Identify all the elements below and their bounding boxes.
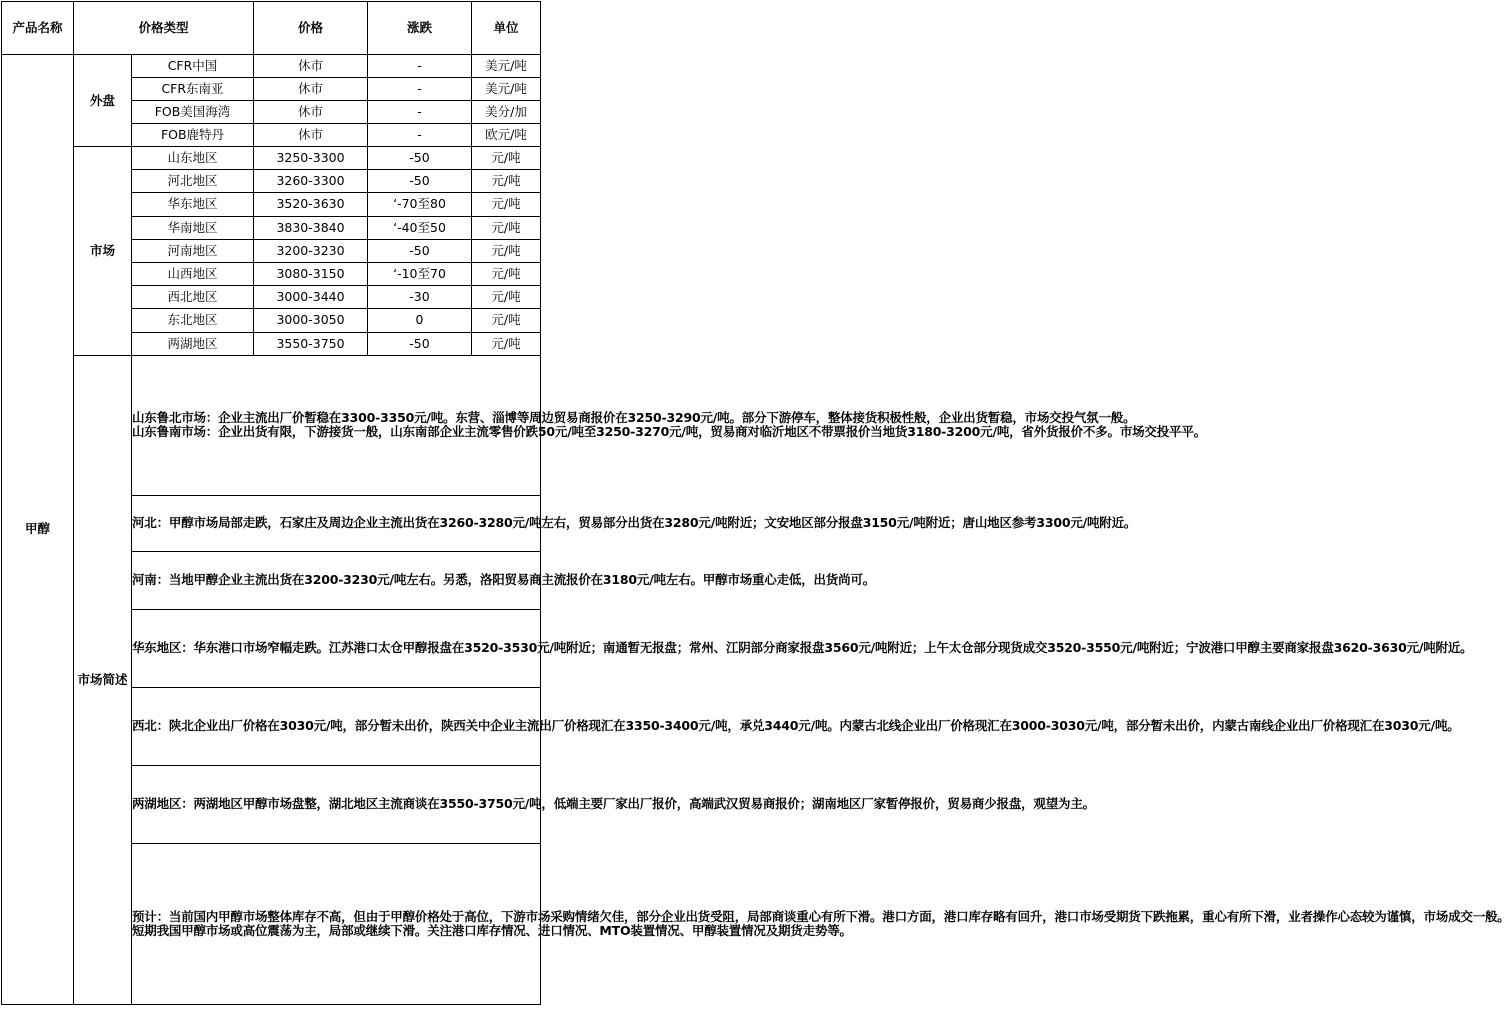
price-cell: 3830-3840: [254, 216, 368, 239]
change-cell: -50: [368, 332, 472, 355]
description-shandong-lubei: 山东鲁北市场：企业主流出厂价暂稳在3300-3350元/吨。东营、淄博等周边贸易商报价在3250-3290元/吨。部分下游停车，整体接货积极性般，企业出货暂稳，市场交投气氛一般。: [132, 410, 1136, 426]
description-lianghu: 两湖地区：两湖地区甲醇市场盘整，湖北地区主流商谈在3550-3750元/吨，低端主要厂家出厂报价，高端武汉贸易商报价；湖南地区厂家暂停报价，贸易商少报盘，观望为主。: [132, 765, 541, 843]
description-forecast: [132, 843, 1510, 1004]
unit-cell: 元/吨: [472, 147, 541, 170]
header-change: 涨跌: [368, 2, 472, 55]
unit-cell: 元/吨: [472, 193, 541, 216]
unit-cell: 美元/吨: [472, 78, 541, 101]
price-type-cell: 河南地区: [132, 239, 254, 262]
price-cell: 3000-3050: [254, 309, 368, 332]
price-cell: 3200-3230: [254, 239, 368, 262]
header-price-type: 价格类型: [74, 2, 254, 55]
description-row: [2, 355, 541, 495]
price-cell: 3250-3300: [254, 147, 368, 170]
change-cell: -50: [368, 170, 472, 193]
price-type-cell: 两湖地区: [132, 332, 254, 355]
description-huadong: 华东地区：华东港口市场窄幅走跌。江苏港口太仓甲醇报盘在3520-3530元/吨附近；南通暂无报盘；常州、江阴部分商家报盘3560元/吨附近；上午太仓部分现货成交3520-3550元/吨附近；宁波港口甲醇主要商家报盘3620-3630元/吨附近。: [132, 609, 541, 687]
unit-cell: 元/吨: [472, 216, 541, 239]
methanol-price-table: [1, 1, 1510, 1005]
price-cell: 休市: [254, 101, 368, 124]
category-market: 市场: [74, 147, 132, 356]
price-cell: 休市: [254, 78, 368, 101]
price-type-cell: FOB美国海湾: [132, 101, 254, 124]
change-cell: -50: [368, 239, 472, 262]
change-cell: -: [368, 55, 472, 78]
price-cell: 3080-3150: [254, 262, 368, 285]
unit-cell: 元/吨: [472, 332, 541, 355]
change-cell: -: [368, 78, 472, 101]
table-row: [2, 55, 541, 78]
unit-cell: 美分/加: [472, 101, 541, 124]
price-type-cell: 西北地区: [132, 286, 254, 309]
description-shandong-lunan: 山东鲁南市场：企业出货有限，下游接货一般，山东南部企业主流零售价跌50元/吨至3250-3270元/吨，贸易商对临沂地区不带票报价当地货3180-3200元/吨，省外货报价不多。市场交投平平。: [132, 424, 1206, 440]
change-cell: ‘-70至80: [368, 193, 472, 216]
header-product: 产品名称: [2, 2, 74, 55]
price-type-cell: 华南地区: [132, 216, 254, 239]
description-shandong: [132, 355, 1206, 495]
change-cell: -: [368, 101, 472, 124]
header-price: 价格: [254, 2, 368, 55]
price-type-cell: CFR东南亚: [132, 78, 254, 101]
price-cell: 3520-3630: [254, 193, 368, 216]
description-hebei: 河北：甲醇市场局部走跌，石家庄及周边企业主流出货在3260-3280元/吨左右，贸易部分出货在3280元/吨附近；文安地区部分报盘3150元/吨附近；唐山地区参考3300元/吨附近。: [132, 495, 541, 551]
change-cell: ‘-10至70: [368, 262, 472, 285]
table-row: [2, 147, 541, 170]
price-cell: 3550-3750: [254, 332, 368, 355]
price-type-cell: 华东地区: [132, 193, 254, 216]
unit-cell: 欧元/吨: [472, 124, 541, 147]
price-cell: 3260-3300: [254, 170, 368, 193]
unit-cell: 元/吨: [472, 286, 541, 309]
change-cell: ‘-40至50: [368, 216, 472, 239]
change-cell: -: [368, 124, 472, 147]
description-forecast-2: 短期我国甲醇市场或高位震荡为主，局部或继续下滑。关注港口库存情况、进口情况、MTO装置情况、甲醇装置情况及期货走势等。: [132, 922, 852, 938]
header-unit: 单位: [472, 2, 541, 55]
price-type-cell: 河北地区: [132, 170, 254, 193]
price-cell: 3000-3440: [254, 286, 368, 309]
category-description: 市场简述: [74, 355, 132, 1004]
category-outer: 外盘: [74, 55, 132, 147]
unit-cell: 元/吨: [472, 170, 541, 193]
unit-cell: 元/吨: [472, 262, 541, 285]
product-name: 甲醇: [2, 55, 74, 1005]
price-type-cell: FOB鹿特丹: [132, 124, 254, 147]
header-row: [2, 2, 541, 55]
change-cell: 0: [368, 309, 472, 332]
price-cell: 休市: [254, 55, 368, 78]
price-type-cell: 山西地区: [132, 262, 254, 285]
change-cell: -30: [368, 286, 472, 309]
unit-cell: 美元/吨: [472, 55, 541, 78]
price-type-cell: CFR中国: [132, 55, 254, 78]
description-henan: 河南：当地甲醇企业主流出货在3200-3230元/吨左右。另悉，洛阳贸易商主流报价在3180元/吨左右。甲醇市场重心走低，出货尚可。: [132, 551, 541, 609]
unit-cell: 元/吨: [472, 239, 541, 262]
description-forecast-1: 预计：当前国内甲醇市场整体库存不高，但由于甲醇价格处于高位，下游市场采购情绪欠佳，部分企业出货受阻，局部商谈重心有所下滑。港口方面，港口库存略有回升，港口市场受期货下跌拖累，重心有所下滑，业者操作心态较为谨慎，市场成交一般。: [132, 908, 1510, 924]
price-cell: 休市: [254, 124, 368, 147]
change-cell: -50: [368, 147, 472, 170]
unit-cell: 元/吨: [472, 309, 541, 332]
price-type-cell: 东北地区: [132, 309, 254, 332]
description-xibei: 西北：陕北企业出厂价格在3030元/吨，部分暂未出价，陕西关中企业主流出厂价格现汇在3350-3400元/吨，承兑3440元/吨。内蒙古北线企业出厂价格现汇在3000-3030元/吨，部分暂未出价，内蒙古南线企业出厂价格现汇在3030元/吨。: [132, 687, 541, 765]
price-type-cell: 山东地区: [132, 147, 254, 170]
